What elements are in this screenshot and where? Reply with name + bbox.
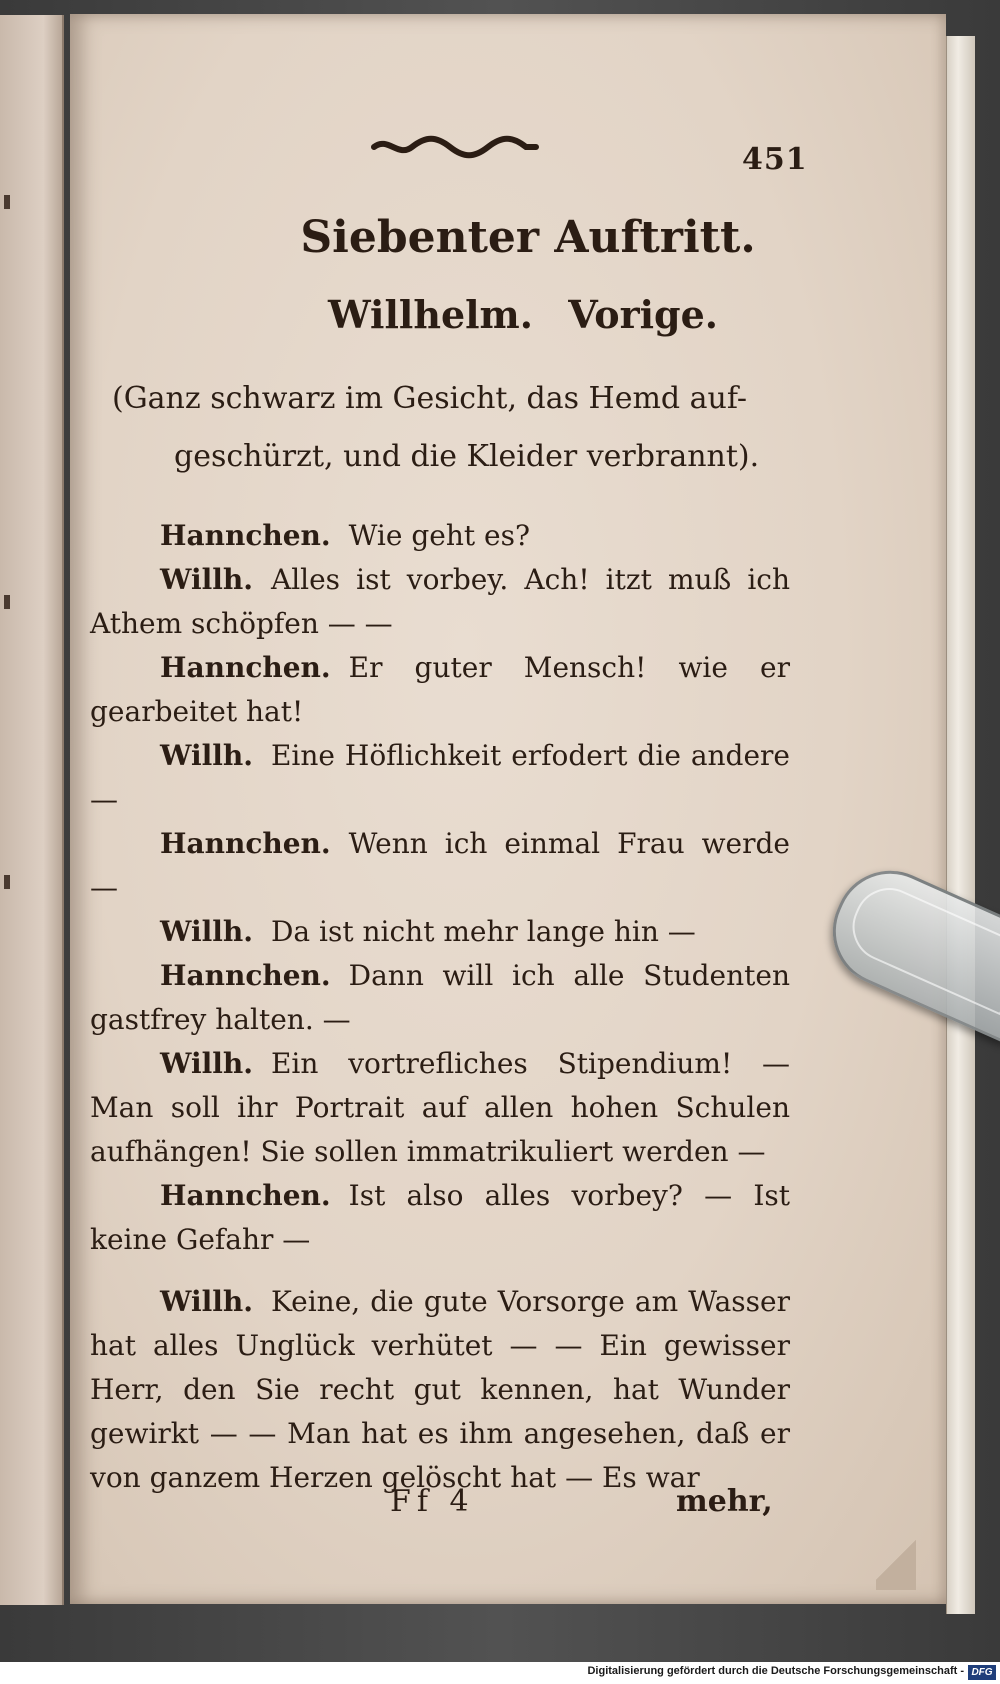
speech	[90, 1280, 790, 1500]
speaker-name: Hannchen.	[160, 519, 331, 552]
dfg-logo-icon: DFG	[968, 1665, 996, 1680]
stage-direction	[112, 370, 832, 486]
speaker-name: Hannchen.	[160, 651, 331, 684]
ink-mark	[4, 875, 10, 889]
speech	[90, 558, 790, 646]
wave-ornament-icon	[370, 134, 540, 160]
scene-title: Siebenter Auftritt.	[300, 212, 756, 263]
signature-mark: Ff 4	[390, 1484, 475, 1519]
previous-page-edge	[0, 15, 64, 1605]
speaker-name: Hannchen.	[160, 827, 331, 860]
speech	[90, 734, 790, 822]
funding-credit: Digitalisierung gefördert durch die Deutsche Forschungsgemeinschaft -	[587, 1665, 964, 1677]
speech-text: Da ist nicht mehr lange hin —	[270, 915, 696, 948]
ink-mark	[4, 595, 10, 609]
page-number: 451	[742, 142, 808, 177]
speech-text: Ist also alles vorbey? — Ist keine Gefahr —	[90, 1179, 790, 1256]
speech-text: Wie geht es?	[348, 519, 530, 552]
speech-text: Eine Höflichkeit erfodert die andere —	[90, 739, 790, 816]
stage-direction-line: (Ganz schwarz im Gesicht, das Hemd auf-	[112, 381, 748, 416]
ink-mark	[4, 195, 10, 209]
page-stack-edge	[946, 36, 975, 1614]
page-footer-row	[70, 1484, 946, 1524]
speech	[90, 1042, 790, 1174]
speech	[90, 646, 790, 734]
speech-text: Ein vortrefliches Stipendium! — Man soll ihr Portrait auf allen hohen Schulen aufhängen! Sie sollen immatrikuliert werden —	[90, 1047, 790, 1168]
speech	[90, 1174, 790, 1262]
stage-direction-line: geschürzt, und die Kleider verbrannt).	[174, 439, 760, 474]
speech	[90, 954, 790, 1042]
speaker-name: Hannchen.	[160, 959, 331, 992]
book-page	[70, 14, 946, 1604]
page-corner-curl	[876, 1530, 916, 1590]
speaker-name: Hannchen.	[160, 1179, 331, 1212]
catchword: mehr,	[676, 1484, 773, 1519]
speaker-name: Willh.	[160, 563, 253, 596]
speech	[90, 514, 790, 558]
speech-text: Alles ist vorbey. Ach! itzt muß ich Athem schöpfen — —	[90, 563, 790, 640]
speech-text: Keine, die gute Vorsorge am Wasser hat alles Unglück verhütet — — Ein gewisser Herr, den Sie recht gut kennen, hat Wunder gewirkt — — Man hat es ihm angesehen, daß er von ganzem Herzen gelöscht hat — Es war	[90, 1285, 790, 1494]
speaker-name: Willh.	[160, 1047, 253, 1080]
speaker-name: Willh.	[160, 739, 253, 772]
credit-bar	[0, 1662, 1000, 1684]
dialogue	[90, 514, 790, 1500]
speaker-name: Willh.	[160, 915, 253, 948]
speech	[90, 822, 790, 910]
speech	[90, 910, 790, 954]
speech-text: Er guter Mensch! wie er gearbeitet hat!	[90, 651, 790, 728]
speech-text: Dann will ich alle Studenten gastfrey halten. —	[90, 959, 790, 1036]
speech-text: Wenn ich einmal Frau werde —	[90, 827, 790, 904]
speaker-name: Willh.	[160, 1285, 253, 1318]
character-list: Willhelm. Vorige.	[328, 292, 718, 337]
